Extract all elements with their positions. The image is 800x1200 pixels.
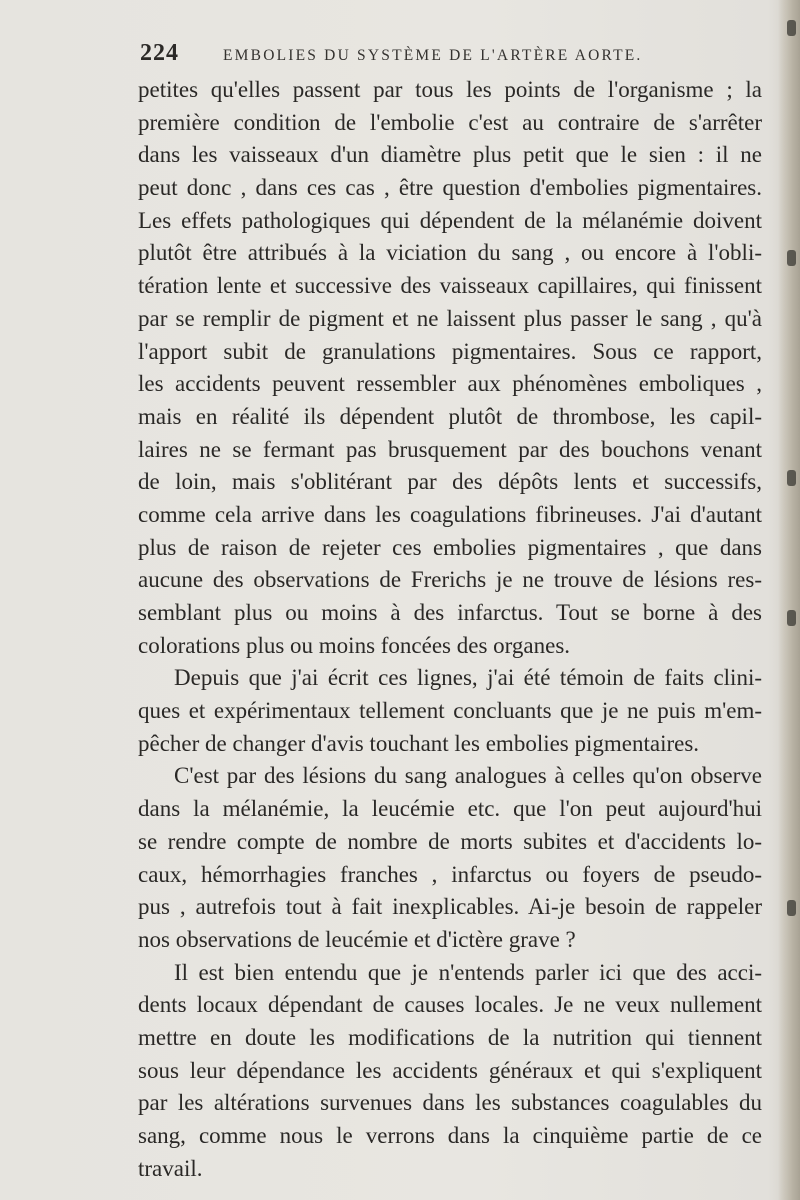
text-line: sang, comme nous le verrons dans la cinquième partie de ce [138, 1123, 762, 1148]
page-number: 224 [140, 40, 179, 66]
paragraph-end-line: travail. [138, 1155, 203, 1181]
edge-mark [787, 610, 796, 626]
running-head: EMBOLIES DU SYSTÈME DE L'ARTÈRE AORTE. [223, 47, 643, 64]
text-line: dents locaux dépendant de causes locales. Je ne veux nullement [138, 992, 762, 1018]
text-line: par se remplir de pigment et ne laissent plus passer le sang , qu'à [138, 305, 762, 331]
text-line: pus , autrefois tout à fait inexplicables. Ai-je besoin de rappeler [138, 894, 762, 920]
text-line: caux, hémorrhagies franches , infarctus ou foyers de pseudo- [138, 861, 762, 887]
text-line: par les altérations survenues dans les substances coagulables du [138, 1090, 762, 1116]
edge-mark [787, 470, 796, 486]
text-line: mais en réalité ils dépendent plutôt de thrombose, les capil- [138, 403, 762, 429]
text-line: plutôt être attribués à la viciation du sang , ou encore à l'obli- [138, 240, 762, 266]
text-line: aucune des observations de Frerichs je ne trouve de lésions res- [138, 567, 762, 593]
body-text [138, 74, 762, 1185]
paragraph-end-line: colorations plus ou moins foncées des organes. [138, 632, 571, 658]
paragraph-end-line: nos observations de leucémie et d'ictère grave ? [138, 926, 576, 952]
text-line: mettre en doute les modifications de la nutrition qui tiennent [138, 1024, 762, 1050]
text-line: petites qu'elles passent par tous les points de l'organisme ; la [138, 77, 762, 102]
text-line: l'apport subit de granulations pigmentaires. Sous ce rapport, [138, 338, 762, 364]
text-line: semblant plus ou moins à des infarctus. Tout se borne à des [138, 600, 762, 625]
paragraph-end-line: pêcher de changer d'avis touchant les embolies pigmentaires. [138, 730, 700, 756]
text-line: sous leur dépendance les accidents généraux et qui s'expliquent [138, 1057, 762, 1083]
paragraph-start-line: C'est par des lésions du sang analogues à celles qu'on observe [174, 763, 762, 789]
text-line: laires ne se fermant pas brusquement par des bouchons venant [138, 436, 762, 462]
page-edge-shadow [778, 0, 800, 1200]
edge-mark [787, 250, 796, 266]
text-line: ques et expérimentaux tellement concluants que je ne puis m'em- [138, 698, 762, 724]
text-line: dans la mélanémie, la leucémie etc. que l'on peut aujourd'hui [138, 796, 762, 822]
edge-mark [787, 20, 796, 36]
text-line: dans les vaisseaux d'un diamètre plus petit que le sien : il ne [138, 142, 762, 168]
paragraph-start-line: Il est bien entendu que je n'entends parler ici que des acci- [174, 959, 762, 985]
text-line: les accidents peuvent ressembler aux phénomènes emboliques , [138, 371, 762, 397]
page-header [140, 40, 760, 70]
paragraph-start-line: Depuis que j'ai écrit ces lignes, j'ai été témoin de faits clini- [174, 665, 762, 691]
text-line: de loin, mais s'oblitérant par des dépôts lents et successifs, [138, 469, 762, 495]
text-line: peut donc , dans ces cas , être question d'embolies pigmentaires. [138, 175, 762, 201]
text-line: Les effets pathologiques qui dépendent de la mélanémie doivent [138, 207, 762, 233]
text-line: tération lente et successive des vaisseaux capillaires, qui finissent [138, 273, 762, 299]
text-line: plus de raison de rejeter ces embolies pigmentaires , que dans [138, 534, 762, 560]
text-line: se rendre compte de nombre de morts subites et d'accidents lo- [138, 828, 762, 854]
edge-mark [787, 900, 796, 916]
text-line: première condition de l'embolie c'est au contraire de s'arrêter [138, 109, 762, 135]
text-line: comme cela arrive dans les coagulations fibrineuses. J'ai d'autant [138, 501, 762, 527]
